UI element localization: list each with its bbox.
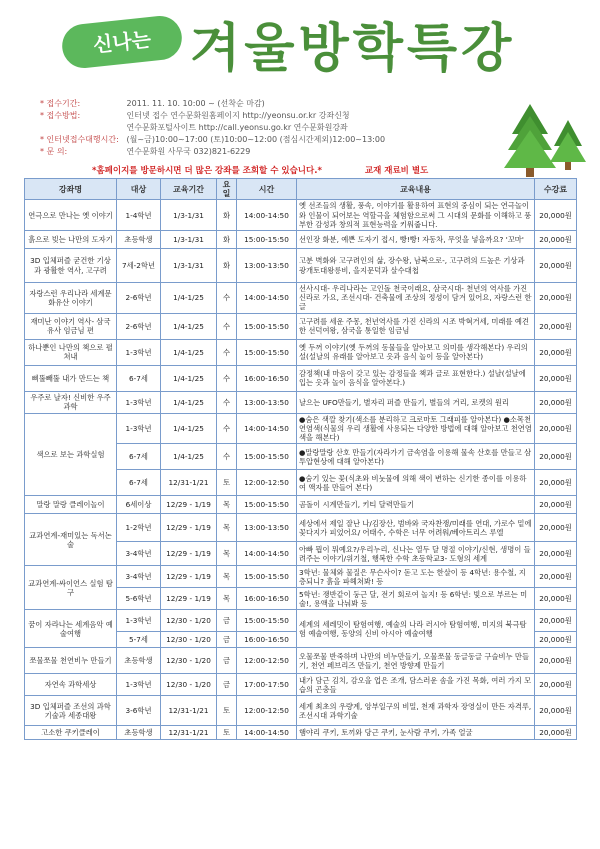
course-name-cell: 3D 입체퍼즐 굳건한 기상과 광활한 역사, 고구려 — [25, 249, 117, 283]
fee-cell: 20,000원 — [535, 391, 577, 413]
course-name-cell: 우주로 날자! 신비한 우주과학 — [25, 391, 117, 413]
time-cell: 16:00-16:50 — [237, 588, 297, 610]
table-row — [25, 283, 577, 314]
content-cell: 옛 선조들의 생활, 풍속, 이야기를 활용하여 표현의 중심이 되는 연극놀이와 인물이 되어보는 역할극을 체험함으로써 그 시대의 문화를 이해하고 풍부한 감성과 창의적 표현능력을 키워줍니다. — [297, 200, 535, 231]
table-row — [25, 391, 577, 413]
page-header — [0, 0, 600, 178]
notice-text: *홈페이지를 방문하시면 더 많은 강좌를 조회할 수 있습니다.* — [92, 166, 322, 176]
info-block — [40, 98, 510, 158]
day-cell: 수 — [217, 413, 237, 444]
target-cell: 3-4학년 — [117, 566, 161, 588]
target-cell: 초등학생 — [117, 648, 161, 674]
time-cell: 14:00-14:50 — [237, 542, 297, 566]
contact-label: * 문 의: — [40, 147, 68, 156]
time-cell: 12:00-12:50 — [237, 696, 297, 726]
target-cell: 2-6학년 — [117, 283, 161, 314]
day-cell: 목 — [217, 514, 237, 542]
table-row — [25, 200, 577, 231]
info-method-2 — [40, 122, 510, 134]
content-cell: ●숨은 색깔 찾기(색소를 분리하고 크로마토 그래피를 알아본다) ●소목천연염색(식물의 우리 생활에 사용되는 다양한 방법에 대해 알아보고 천연염색을 해본다) — [297, 413, 535, 444]
content-cell: 고분 벽화와 고구려인의 삶, 장수왕, 남북으로-, 고구려의 드높은 기상과 광개토대왕릉비, 을지문덕과 살수대첩 — [297, 249, 535, 283]
period-cell: 1/4-1/25 — [161, 391, 217, 413]
contact-value: 연수문화원 사무국 032)821-6229 — [126, 147, 251, 156]
course-name-cell: 색으로 보는 과학실험 — [25, 413, 117, 496]
col-name: 강좌명 — [25, 179, 117, 200]
fee-cell: 20,000원 — [535, 200, 577, 231]
fee-cell: 20,000원 — [535, 249, 577, 283]
day-cell: 목 — [217, 542, 237, 566]
time-cell: 15:00-15:50 — [237, 610, 297, 632]
period-cell: 1/3-1/31 — [161, 200, 217, 231]
fee-cell: 20,000원 — [535, 231, 577, 249]
period-cell: 12/31-1/21 — [161, 696, 217, 726]
col-period: 교육기간 — [161, 179, 217, 200]
time-cell: 14:00-14:50 — [237, 283, 297, 314]
period-cell: 12/31-1/21 — [161, 726, 217, 740]
fee-cell: 20,000원 — [535, 496, 577, 514]
content-cell: 오물쪼물 반죽하며 나만의 비누만들기, 오물쪼물 동글동글 구슬비누 만들기, 천연 페브리즈 만들기, 천연 방향제 만들기 — [297, 648, 535, 674]
period-cell: 1/3-1/31 — [161, 249, 217, 283]
course-name-cell: 자연속 과학세상 — [25, 674, 117, 696]
day-cell: 수 — [217, 391, 237, 413]
period-cell: 1/4-1/25 — [161, 339, 217, 365]
target-cell: 3-6학년 — [117, 696, 161, 726]
time-cell: 13:00-13:50 — [237, 391, 297, 413]
page-title: 겨울방학특강 — [190, 19, 516, 79]
period-cell: 12/29 - 1/19 — [161, 588, 217, 610]
title-badge: 신나는 — [60, 14, 184, 70]
table-row — [25, 726, 577, 740]
target-cell: 5-6학년 — [117, 588, 161, 610]
course-name-cell: 고소한 쿠키클레이 — [25, 726, 117, 740]
time-cell: 16:00-16:50 — [237, 632, 297, 648]
time-cell: 15:00-15:50 — [237, 231, 297, 249]
table-header-row — [25, 179, 577, 200]
period-cell: 1/4-1/25 — [161, 365, 217, 391]
target-cell: 3-4학년 — [117, 542, 161, 566]
day-cell: 화 — [217, 231, 237, 249]
content-cell: 곰돌이 시계만들기, 키티 달력만들기 — [297, 496, 535, 514]
table-row — [25, 231, 577, 249]
table-body — [25, 200, 577, 740]
fee-cell: 20,000원 — [535, 542, 577, 566]
target-cell: 1-3학년 — [117, 339, 161, 365]
time-cell: 12:00-12:50 — [237, 470, 297, 496]
method-line1: 인터넷 접수 연수문화원홈페이지 http://yeonsu.or.kr 강좌신청 — [126, 111, 350, 120]
target-cell: 1-4학년 — [117, 200, 161, 231]
target-cell: 6-7세 — [117, 444, 161, 470]
table-row — [25, 413, 577, 444]
target-cell: 6세이상 — [117, 496, 161, 514]
target-cell: 1-3학년 — [117, 413, 161, 444]
period-cell: 12/30 - 1/20 — [161, 610, 217, 632]
schedule-table — [24, 178, 577, 740]
table-row — [25, 674, 577, 696]
content-cell: 세상에서 제일 잘난 나/김장산, 범바와 국자찬쟁/미래를 연대, 가로수 밑에 꽃다지가 피었어요/ 어태수, 수학은 너무 어려워/베아트리스 루엘 — [297, 514, 535, 542]
course-name-cell: 교과연계-싸이언스 실험 탐구 — [25, 566, 117, 610]
target-cell: 1-2학년 — [117, 514, 161, 542]
method-label: * 접수방법: — [40, 111, 81, 120]
info-contact — [40, 146, 510, 158]
period-cell: 12/29 - 1/19 — [161, 496, 217, 514]
day-cell: 목 — [217, 566, 237, 588]
day-cell: 토 — [217, 470, 237, 496]
day-cell: 수 — [217, 365, 237, 391]
fee-cell: 20,000원 — [535, 444, 577, 470]
fee-cell: 20,000원 — [535, 413, 577, 444]
content-cell: 햄야리 쿠키, 토끼와 당근 쿠키, 눈사람 쿠키, 가족 얼굴 — [297, 726, 535, 740]
method-line2: 연수문화포털사이트 http://call.yeonsu.go.kr 연수문화원강좌 — [126, 123, 348, 132]
fee-cell: 20,000원 — [535, 696, 577, 726]
day-cell: 목 — [217, 496, 237, 514]
content-cell: 고구려를 세운 주몽, 천년역사를 가진 신라의 시조 박혁거세, 미래를 예견한 선덕여왕, 삼국을 통일한 임금님 — [297, 313, 535, 339]
fee-cell: 20,000원 — [535, 726, 577, 740]
target-cell: 2-6학년 — [117, 313, 161, 339]
fee-cell: 20,000원 — [535, 313, 577, 339]
content-cell: 세계 최초의 우량계, 앙부일구의 비밀, 천재 과학자 장영실이 만든 자격루, 조선시대 과학기술 — [297, 696, 535, 726]
course-name-cell: 흙으로 빚는 나만의 도자기 — [25, 231, 117, 249]
course-name-cell: 자랑스런 우리나라 세계문화유산 이야기 — [25, 283, 117, 314]
content-cell: 날으는 UFO만들기, 별자리 퍼즐 만들기, 별들의 거리, 로켓의 원리 — [297, 391, 535, 413]
fee-cell: 20,000원 — [535, 339, 577, 365]
info-method — [40, 110, 510, 122]
target-cell: 5-7세 — [117, 632, 161, 648]
content-cell: 3학년: 물체와 물질은 무슨사이? 돋고 도는 한살이 등 4학년: 용수철, 지층되니? 흙을 파헤쳐봐! 등 — [297, 566, 535, 588]
day-cell: 화 — [217, 249, 237, 283]
course-name-cell: 삐뚤빼뚤 내가 만드는 책 — [25, 365, 117, 391]
fee-cell: 20,000원 — [535, 470, 577, 496]
course-name-cell: 교과연계-재미있는 독서논술 — [25, 514, 117, 566]
fee-cell: 20,000원 — [535, 566, 577, 588]
content-cell: ●말랑말랑 산호 만들기(자라가기 금속염을 이용해 물속 산호를 만들고 삼투압현상에 대해 알아본다) — [297, 444, 535, 470]
col-day: 요일 — [217, 179, 237, 200]
time-cell: 15:00-15:50 — [237, 566, 297, 588]
time-cell: 16:00-16:50 — [237, 365, 297, 391]
target-cell: 1-3학년 — [117, 391, 161, 413]
day-cell: 목 — [217, 588, 237, 610]
fee-cell: 20,000원 — [535, 588, 577, 610]
time-cell: 14:00-14:50 — [237, 726, 297, 740]
table-row — [25, 514, 577, 542]
period-value: 2011. 11. 10. 10:00 ~ (선착순 마감) — [126, 99, 265, 108]
content-cell: 옛 두꺼 이야기(옛 두꺼의 동물들을 알아보고 의미를 생각해본다) 우리의 설(설날의 유래를 알아보고 옷과 음식 놀이 등을 알아본다) — [297, 339, 535, 365]
period-cell: 12/29 - 1/19 — [161, 566, 217, 588]
day-cell: 금 — [217, 610, 237, 632]
time-cell: 15:00-15:50 — [237, 496, 297, 514]
col-target: 대상 — [117, 179, 161, 200]
period-cell: 12/30 - 1/20 — [161, 674, 217, 696]
period-cell: 1/4-1/25 — [161, 444, 217, 470]
time-cell: 14:00-14:50 — [237, 413, 297, 444]
content-cell: 선사시대- 우리나라는 고인돌 천국이래요, 삼국시대- 천년의 역사를 가진 신라로 가요, 조선시대- 건축물에 조상의 정성이 담겨 있어요, 자랑스런 한글 — [297, 283, 535, 314]
table-row — [25, 339, 577, 365]
day-cell: 화 — [217, 200, 237, 231]
day-cell: 금 — [217, 632, 237, 648]
table-row — [25, 249, 577, 283]
table-row — [25, 566, 577, 588]
table-row — [25, 696, 577, 726]
fee-cell: 20,000원 — [535, 674, 577, 696]
day-cell: 금 — [217, 674, 237, 696]
notice-line — [92, 164, 512, 176]
fee-cell: 20,000원 — [535, 365, 577, 391]
course-name-cell: 하나뿐인 나만의 책으로 펼쳐내 — [25, 339, 117, 365]
day-cell: 수 — [217, 339, 237, 365]
content-cell: 세계의 세레밋이 탐험여행, 예술의 나라 러시아 탐험여행, 미지의 북극탐험 예술여행, 동양의 신비 아시아 예술여행 — [297, 610, 535, 648]
time-cell: 13:00-13:50 — [237, 249, 297, 283]
period-cell: 12/30 - 1/20 — [161, 632, 217, 648]
course-name-cell: 3D 입체퍼즐 조선의 과학기술과 세종대왕 — [25, 696, 117, 726]
period-cell: 12/29 - 1/19 — [161, 542, 217, 566]
day-cell: 수 — [217, 444, 237, 470]
table-row — [25, 313, 577, 339]
day-cell: 토 — [217, 696, 237, 726]
course-name-cell: 꿈이 자라나는 세계음악 예술여행 — [25, 610, 117, 648]
period-label: * 접수기간: — [40, 99, 81, 108]
target-cell: 6-7세 — [117, 470, 161, 496]
target-cell: 1-3학년 — [117, 674, 161, 696]
info-hours — [40, 134, 510, 146]
fee-cell: 20,000원 — [535, 648, 577, 674]
fee-cell: 20,000원 — [535, 610, 577, 632]
day-cell: 수 — [217, 283, 237, 314]
period-cell: 1/4-1/25 — [161, 413, 217, 444]
time-cell: 15:00-15:50 — [237, 313, 297, 339]
fee-cell: 20,000원 — [535, 514, 577, 542]
period-cell: 1/4-1/25 — [161, 283, 217, 314]
table-row — [25, 610, 577, 632]
day-cell: 수 — [217, 313, 237, 339]
period-cell: 1/3-1/31 — [161, 231, 217, 249]
target-cell: 7세-2학년 — [117, 249, 161, 283]
target-cell: 1-3학년 — [117, 610, 161, 632]
target-cell: 초등학생 — [117, 231, 161, 249]
course-name-cell: 연극으로 만나는 옛 이야기 — [25, 200, 117, 231]
day-cell: 금 — [217, 648, 237, 674]
table-row — [25, 648, 577, 674]
period-cell: 1/4-1/25 — [161, 313, 217, 339]
col-fee: 수강료 — [535, 179, 577, 200]
target-cell: 초등학생 — [117, 726, 161, 740]
notice-extra: 교재 재료비 별도 — [364, 166, 429, 176]
content-cell: 감정책(내 마음이 갖고 있는 감정들을 책과 글로 표현한다.) 설날(설날에 입는 옷과 놀이 음식을 알아본다.) — [297, 365, 535, 391]
day-cell: 토 — [217, 726, 237, 740]
fee-cell: 20,000원 — [535, 283, 577, 314]
content-cell: 아빠 뭡이 뭐예요?/우리누리, 신나는 열두 달 명절 이야기/신현, 생명이 들려주는 이야기/위기철, 행복한 수학 초등학교3- 도형의 세계 — [297, 542, 535, 566]
time-cell: 15:00-15:50 — [237, 339, 297, 365]
period-cell: 12/31-1/21 — [161, 470, 217, 496]
time-cell: 15:00-15:50 — [237, 444, 297, 470]
content-cell: 선인장 화분, 예쁜 도자기 접시, 빵!빵! 자동차, 무엇을 넣을까요? '꼬마' — [297, 231, 535, 249]
col-content: 교육내용 — [297, 179, 535, 200]
time-cell: 12:00-12:50 — [237, 648, 297, 674]
course-name-cell: 말랑 말랑 클레이놀이 — [25, 496, 117, 514]
hours-value: (월~금)10:00~17:00 (토)10:00~12:00 (점심시간제외)12:00~13:00 — [126, 135, 386, 144]
col-time: 시간 — [237, 179, 297, 200]
time-cell: 17:00-17:50 — [237, 674, 297, 696]
hours-label: * 인터넷접수대행시간: — [40, 135, 119, 144]
table-row — [25, 365, 577, 391]
period-cell: 12/30 - 1/20 — [161, 648, 217, 674]
info-period — [40, 98, 510, 110]
target-cell: 6-7세 — [117, 365, 161, 391]
content-cell: 내가 담근 김치, 감오을 업은 조개, 담스러운 솜을 가진 목화, 여러 가지 모습의 곤충들 — [297, 674, 535, 696]
time-cell: 14:00-14:50 — [237, 200, 297, 231]
fee-cell: 20,000원 — [535, 632, 577, 648]
period-cell: 12/29 - 1/19 — [161, 514, 217, 542]
christmas-trees-icon — [500, 100, 590, 178]
course-name-cell: 쪼물쪼물 천연비누 만들기 — [25, 648, 117, 674]
time-cell: 13:00-13:50 — [237, 514, 297, 542]
content-cell: 5학년: 쟁반같이 둥근 달, 전기 회로여 놀지! 등 6학년: 빛으로 부르는 미술!, 용액을 나눠봐 등 — [297, 588, 535, 610]
course-name-cell: 재미난 이야기 역사- 삼국유사 임금님 편 — [25, 313, 117, 339]
content-cell: ●숨기 있는 꽃(식초와 비눗물에 의해 색이 변하는 신기한 종이를 이용하여 액자를 만들어 본다) — [297, 470, 535, 496]
table-row — [25, 496, 577, 514]
